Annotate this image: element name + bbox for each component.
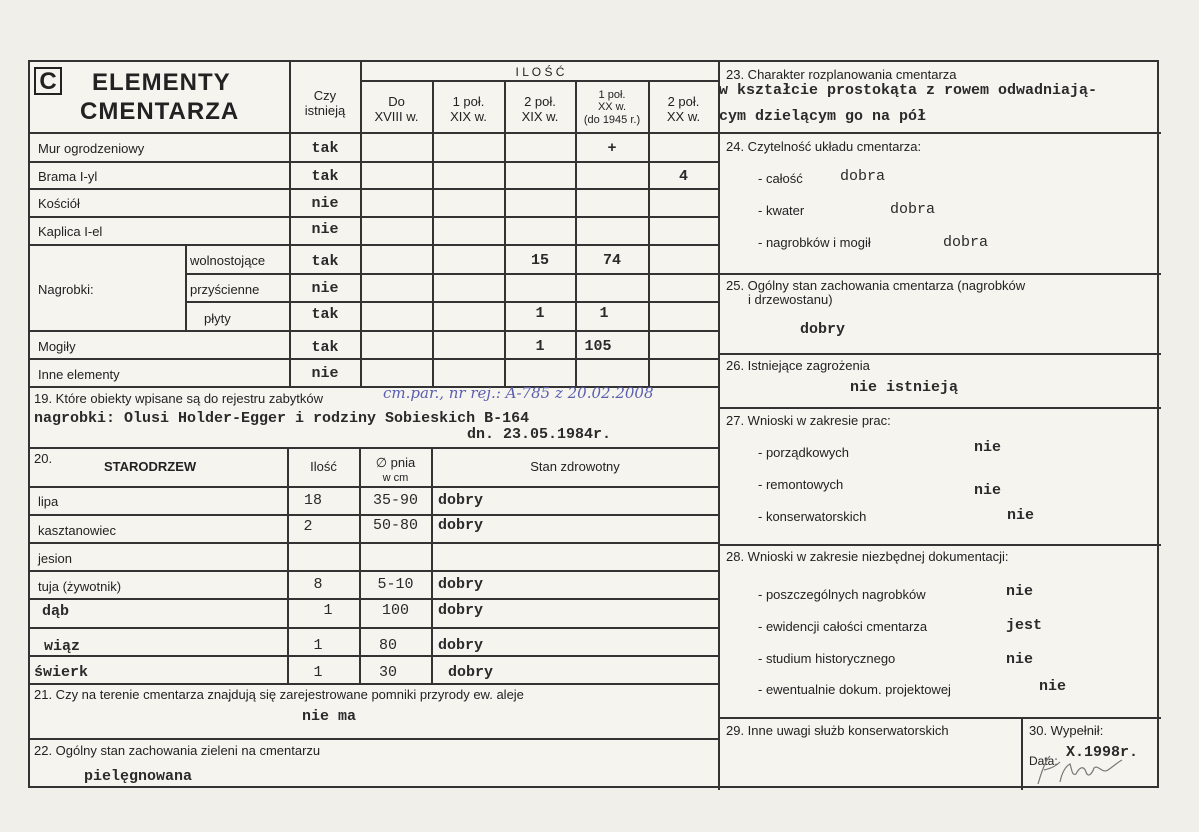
line [30,683,720,685]
q28-item-label: - ewentualnie dokum. projektowej [758,682,951,697]
q25-answer: dobry [800,321,846,338]
q23-answer-2: cym dzielącym go na pół [719,108,927,125]
q26-answer: nie istnieją [850,379,959,396]
line [30,486,720,488]
element-qty: 1 [599,305,609,322]
line [30,738,720,740]
tree-name: lipa [38,494,59,509]
period-header-3b: XIX w. [521,109,559,124]
q27-item-value: nie [974,482,1002,499]
line [718,353,1161,355]
line [30,132,720,134]
line [1021,717,1023,790]
line [360,80,720,82]
form-title-line1: ELEMENTY [92,69,231,96]
tree-diameter: 5-10 [377,576,414,593]
tree-count: 18 [303,492,322,509]
q23-answer-1: w kształcie prostokąta z rowem odwadniają- [719,82,1098,99]
q28-item-value: nie [1006,651,1034,668]
element-exists: nie [311,280,339,297]
line [718,407,1161,409]
element-label: Kaplica I-el [38,224,103,239]
line [432,80,434,387]
form-title-line2: CMENTARZA [80,98,240,125]
line [718,132,1161,134]
element-sub-label: przyścienne [190,282,260,297]
q24-item-label: - całość [758,171,803,186]
element-label: Mur ogrodzeniowy [38,141,145,156]
tree-count: 2 [303,518,313,535]
line [718,62,720,790]
tree-name: dąb [42,603,70,620]
element-exists: tak [311,339,339,356]
element-sub-label: wolnostojące [190,253,266,268]
tree-count: 1 [313,637,323,654]
tree-count: 1 [313,664,323,681]
q22-question: 22. Ogólny stan zachowania zieleni na cmentarzu [34,743,321,758]
element-label: Mogiły [38,339,76,354]
q21-question: 21. Czy na terenie cmentarza znajdują się zarejestrowane pomniki przyrody ew. aleje [34,687,524,702]
q27-item-label: - remontowych [758,477,844,492]
exists-col-header-2: istnieją [304,103,346,118]
signature-icon [1030,752,1130,788]
trees-title: STARODRZEW [104,459,197,474]
q28-item-label: - ewidencji całości cmentarza [758,619,928,634]
tree-health: dobry [438,602,484,619]
line [185,244,187,330]
period-header-4a: 1 poł. [598,89,626,101]
period-header-2b: XIX w. [450,109,487,124]
trees-number: 20. [34,451,53,466]
element-qty: 1 [535,305,545,322]
element-exists: nie [311,365,339,382]
element-qty: 15 [530,252,549,269]
tree-diameter: 80 [378,637,397,654]
q19-question: 19. Które obiekty wpisane są do rejestru zabytków [34,391,324,406]
line [30,447,720,449]
line [718,273,1161,275]
tree-health: dobry [448,664,494,681]
q25-question-1: 25. Ogólny stan zachowania cmentarza (nagrobków [726,278,1026,293]
tree-health: dobry [438,492,484,509]
line [718,544,1161,546]
q30-date-value: X.1998r. [1066,744,1139,761]
q25-question-2: i drzewostanu) [748,292,833,307]
line [30,598,720,600]
period-header-5a: 2 poł. [667,94,700,109]
element-qty: 1 [535,338,545,355]
q27-question: 27. Wnioski w zakresie prac: [726,413,891,428]
exists-col-header-1: Czy [313,88,337,103]
element-exists: tak [311,140,339,157]
q22-answer: pielęgnowana [84,768,193,785]
q30-question: 30. Wypełnił: [1029,723,1104,738]
line [431,447,433,683]
tree-health: dobry [438,637,484,654]
q28-item-label: - poszczególnych nagrobków [758,587,926,602]
element-qty: + [607,140,617,157]
q27-item-label: - konserwatorskich [758,509,867,524]
element-exists: tak [311,168,339,185]
element-sub-label: płyty [204,311,231,326]
q27-item-label: - porządkowych [758,445,850,460]
element-qty: 105 [584,338,612,355]
period-header-5b: XX w. [666,109,701,124]
tree-diameter: 50-80 [372,517,418,534]
q24-item-label: - nagrobków i mogił [758,235,871,250]
q29-question: 29. Inne uwagi służb konserwatorskich [726,723,949,738]
period-header-2a: 1 poł. [452,94,485,109]
q24-question: 24. Czytelność układu cmentarza: [726,139,922,154]
tree-diameter: 30 [378,664,397,681]
q24-item-value: dobra [890,201,936,218]
element-label: Kościół [38,196,80,211]
section-letter-box [34,67,62,95]
line [185,273,720,275]
period-header-1b: XVIII w. [374,109,419,124]
q24-item-label: - kwater [758,203,805,218]
line [30,570,720,572]
line [30,542,720,544]
line [648,80,650,387]
line [30,330,720,332]
q19-answer-2: dn. 23.05.1984r. [467,426,612,443]
line [30,627,720,629]
q28-item-value: jest [1006,617,1043,634]
tree-name: wiąz [44,638,81,655]
q27-item-value: nie [974,439,1002,456]
trees-col-health: Stan zdrowotny [530,459,620,474]
tree-health: dobry [438,517,484,534]
period-header-3a: 2 poł. [524,94,556,109]
tree-diameter: 100 [381,602,409,619]
element-qty: 74 [602,252,621,269]
tree-name: świerk [34,664,89,681]
q26-question: 26. Istniejące zagrożenia [726,358,870,373]
q28-item-label: - studium historycznego [758,651,896,666]
element-qty: 4 [678,168,688,185]
line [185,301,720,303]
element-label: Inne elementy [38,367,120,382]
line [30,188,720,190]
tree-count: 8 [313,576,323,593]
tree-health: dobry [438,576,484,593]
element-label: Nagrobki: [38,282,94,297]
line [30,244,720,246]
cemetery-form-card [28,60,1159,788]
q23-question: 23. Charakter rozplanowania cmentarza [726,67,957,82]
q28-item-value: nie [1039,678,1067,695]
q21-answer: nie ma [302,708,357,725]
tree-name: kasztanowiec [38,523,117,538]
tree-count: 1 [323,602,333,619]
line [30,514,720,516]
q19-answer-1: nagrobki: Olusi Holder-Egger i rodziny Sobieskich B-164 [34,410,530,427]
q24-item-value: dobra [943,234,989,251]
line [30,655,720,657]
q27-item-value: nie [1007,507,1035,524]
element-exists: tak [311,306,339,323]
q28-question: 28. Wnioski w zakresie niezbędnej dokumentacji: [726,549,1009,564]
tree-name: jesion [38,551,72,566]
period-header-4c: (do 1945 r.) [583,114,641,126]
line [30,216,720,218]
line [30,161,720,163]
section-letter: C [39,68,57,95]
period-header-4b: XX w. [597,101,627,113]
period-header-1a: Do [388,94,405,109]
quantity-header: I L O Ś Ć [515,65,565,79]
element-exists: nie [311,195,339,212]
element-exists: tak [311,253,339,270]
element-exists: nie [311,221,339,238]
q24-item-value: dobra [840,168,886,185]
q19-handwritten-note: cm.par., nr rej.: A-785 z 20.02.2008 [383,384,654,402]
trees-col-diameter-2: w cm [382,472,409,484]
tree-name: tuja (żywotnik) [38,579,122,594]
trees-col-diameter-1: ∅ pnia [375,455,416,470]
q28-item-value: nie [1006,583,1034,600]
trees-col-count: Ilość [310,459,337,474]
q30-date-label: Data: [1029,754,1058,768]
line [718,717,1161,719]
tree-diameter: 35-90 [372,492,418,509]
line [30,358,720,360]
element-label: Brama I-yl [38,169,98,184]
